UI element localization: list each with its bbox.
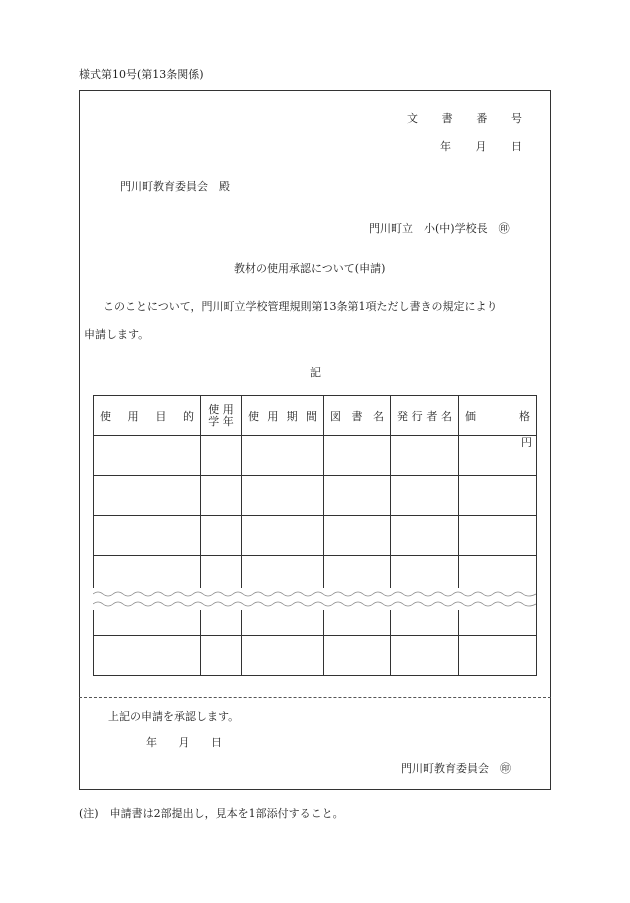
- header-grade-top: 使 用: [208, 402, 234, 416]
- approval-signer: 門川町教育委員会 ㊞: [401, 762, 511, 775]
- header-char: 行: [411, 409, 423, 423]
- header-char: 者: [426, 409, 438, 423]
- sender: 門川町立 小(中)学校長 ㊞: [369, 222, 510, 235]
- header-char: 価: [465, 409, 476, 423]
- header-char: 用: [127, 409, 139, 423]
- body-line-2: 申請します。: [84, 328, 150, 341]
- addressee: 門川町教育委員会 殿: [120, 180, 230, 193]
- table-row: [94, 516, 537, 556]
- approval-day: 日: [211, 736, 222, 749]
- header-period: [242, 396, 324, 436]
- approval-divider: [79, 697, 551, 698]
- doc-number-char: 号: [510, 112, 522, 125]
- header-grade-bottom: 学 年: [208, 414, 234, 428]
- date-year: 年: [440, 140, 451, 153]
- doc-number-char: 書: [441, 112, 453, 125]
- table-row: [94, 476, 537, 516]
- header-char: 間: [305, 409, 317, 423]
- table-row: [94, 636, 537, 676]
- header-char: 書: [351, 409, 363, 423]
- approval-year: 年: [146, 736, 157, 749]
- header-publisher: [391, 396, 459, 436]
- header-char: 発: [397, 409, 408, 423]
- price-cell: [459, 436, 537, 476]
- header-char: 用: [267, 409, 279, 423]
- header-char: 的: [182, 409, 194, 423]
- table-row: [94, 436, 537, 476]
- header-char: 使: [248, 409, 259, 423]
- header-char: 目: [155, 409, 167, 423]
- header-book: [324, 396, 391, 436]
- date-month: 月: [475, 140, 487, 153]
- header-char: 名: [440, 409, 452, 423]
- header-date: [440, 138, 522, 154]
- table-break-wave: [93, 588, 536, 610]
- table-header-row: [94, 396, 537, 436]
- materials-table: [93, 395, 537, 676]
- doc-number-label: [407, 110, 522, 126]
- header-grade: [201, 396, 242, 436]
- header-char: 期: [286, 409, 298, 423]
- footnote: (注) 申請書は2部提出し，見本を1部添付すること。: [79, 807, 344, 820]
- ki-label: 記: [310, 366, 321, 379]
- header-char: 名: [373, 409, 384, 423]
- doc-number-char: 文: [407, 112, 418, 125]
- header-price: [459, 396, 537, 436]
- header-purpose: [94, 396, 201, 436]
- doc-number-char: 番: [476, 112, 488, 125]
- body-line-1: このことについて，門川町立学校管理規則第13条第1項ただし書きの規定により: [103, 300, 498, 313]
- header-char: 図: [330, 409, 341, 423]
- yen-unit: 円: [521, 435, 532, 449]
- header-char: 使: [100, 409, 111, 423]
- header-char: 格: [519, 409, 530, 423]
- approval-text: 上記の申請を承認します。: [108, 710, 240, 723]
- approval-month: 月: [178, 736, 190, 749]
- date-day: 日: [511, 140, 522, 153]
- form-title: 教材の使用承認について(申請): [234, 262, 386, 275]
- approval-date: [146, 734, 222, 750]
- form-label: 様式第10号(第13条関係): [79, 68, 204, 81]
